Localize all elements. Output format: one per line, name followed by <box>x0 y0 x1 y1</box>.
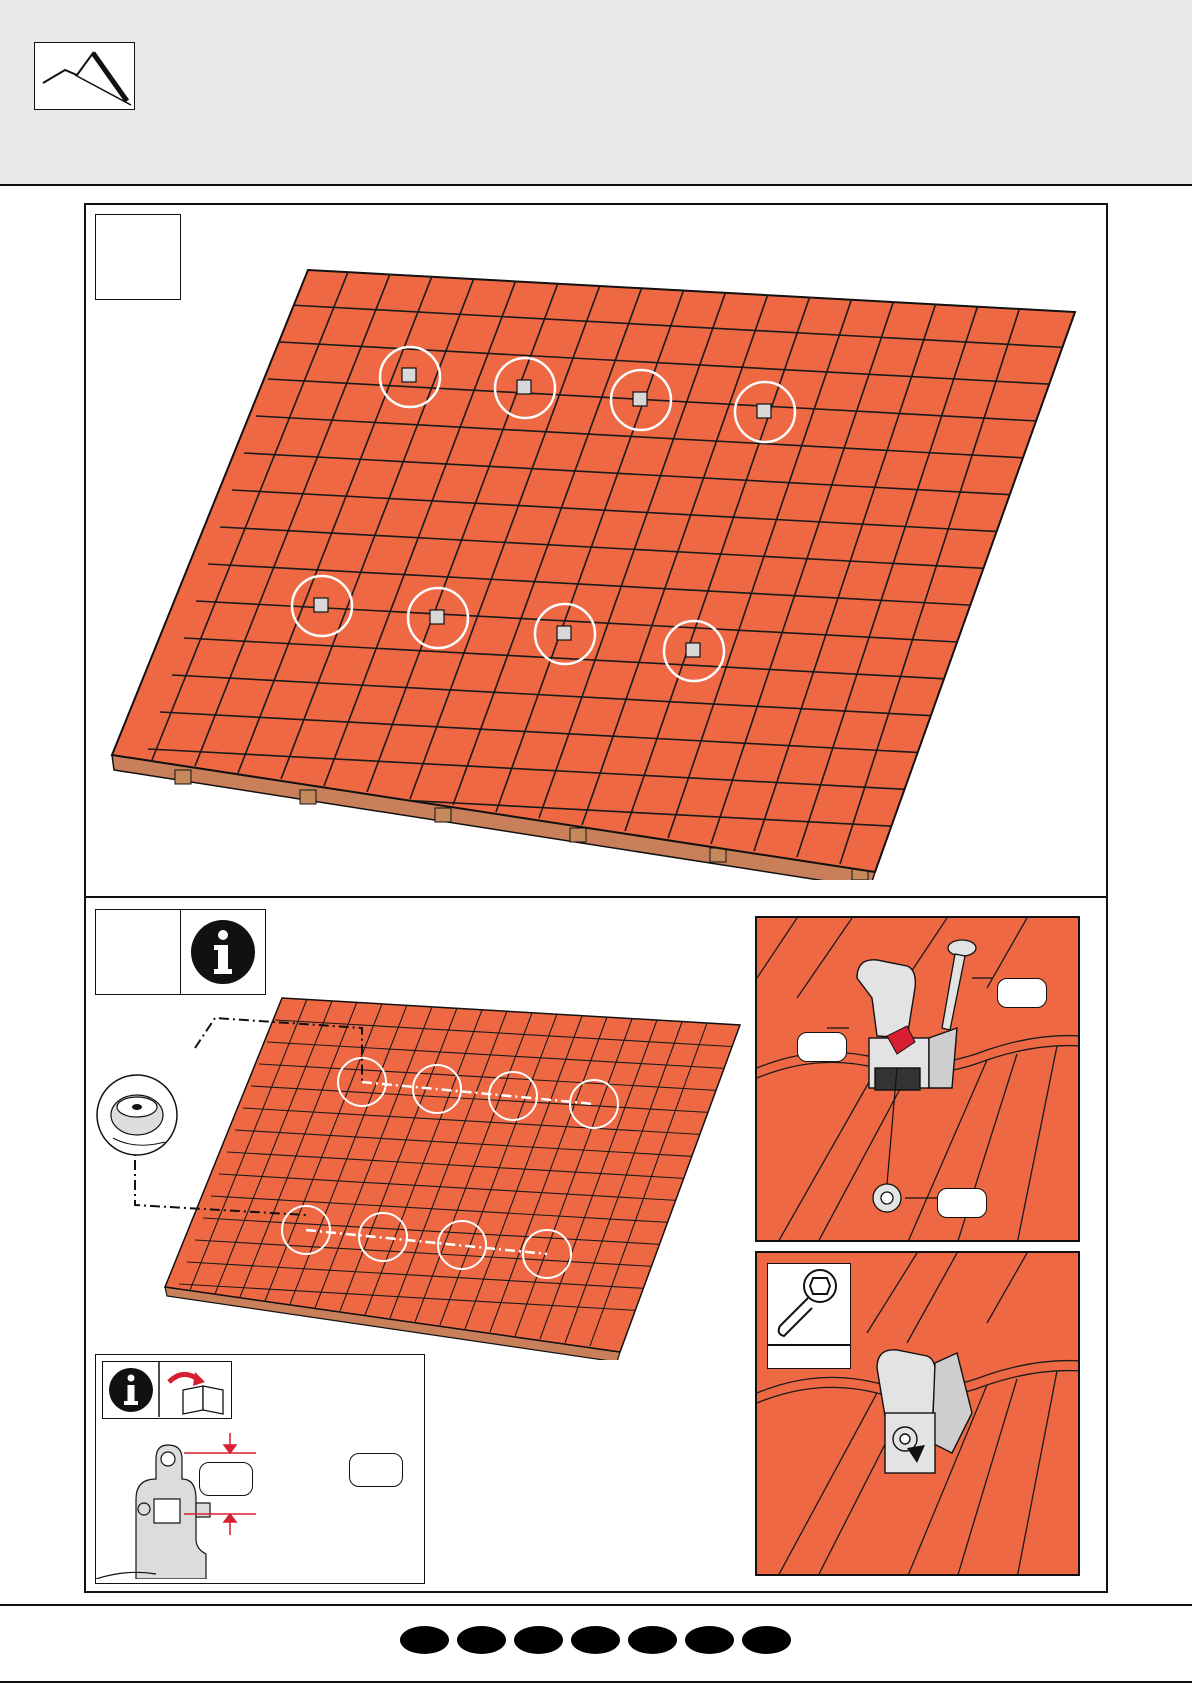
page-dot <box>400 1626 449 1654</box>
nut-part <box>873 1184 901 1212</box>
hook-assembly-panel <box>755 916 1080 1242</box>
step-divider <box>84 896 1108 898</box>
step-2-number-box <box>95 909 181 995</box>
info-icon <box>109 1368 153 1412</box>
page-indicator <box>400 1626 791 1654</box>
roof-layout-illustration <box>95 990 745 1360</box>
page-dot <box>742 1626 791 1654</box>
footer-rule-bottom <box>0 1681 1192 1683</box>
string-reel-icon <box>97 1075 177 1155</box>
dimension-label-short <box>199 1462 253 1496</box>
read-manual-icon <box>169 1372 223 1414</box>
page-header <box>0 0 1192 186</box>
footer-rule-top <box>0 1604 1192 1606</box>
info-icon <box>181 910 265 994</box>
page-dot <box>457 1626 506 1654</box>
info-note-header <box>102 1361 232 1419</box>
bolt-part <box>942 940 976 1030</box>
step-2-info-box <box>180 909 266 995</box>
page-dot <box>571 1626 620 1654</box>
assembly-label-hook <box>797 1032 847 1062</box>
assembly-label-bolt <box>997 978 1047 1008</box>
info-note-box <box>95 1354 425 1584</box>
wrench-icon <box>768 1264 848 1344</box>
page-dot <box>514 1626 563 1654</box>
wrench-tool-box <box>767 1263 851 1369</box>
roof-overview-illustration <box>100 260 1080 880</box>
assembly-label-nut <box>937 1188 987 1218</box>
roof-mounting-icon <box>34 42 135 110</box>
page-dot <box>685 1626 734 1654</box>
hook-height-diagram <box>96 1419 422 1579</box>
page-dot <box>628 1626 677 1654</box>
dimension-label-tall <box>349 1453 403 1487</box>
hook-tighten-panel <box>755 1251 1080 1576</box>
